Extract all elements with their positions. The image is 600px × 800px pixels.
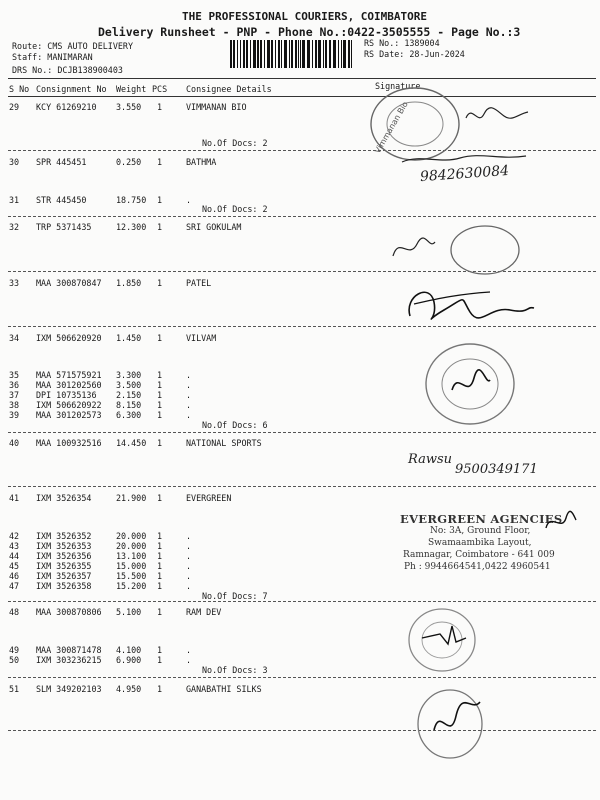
- docs-count: No.Of Docs: 3: [202, 665, 268, 675]
- route: Route: CMS AUTO DELIVERY: [12, 41, 134, 51]
- row-consignee: .: [186, 655, 192, 665]
- row-weight: 1.450: [116, 333, 142, 343]
- row-weight: 21.900: [116, 493, 147, 503]
- row-weight: 14.450: [116, 438, 147, 448]
- row-weight: 20.000: [116, 541, 147, 551]
- row-consignee: .: [186, 195, 192, 205]
- row-consignment: IXM 3526354: [36, 493, 92, 503]
- row-sno: 29: [9, 102, 20, 112]
- signature-stamp-32: [385, 220, 525, 276]
- row-pcs: 1: [157, 645, 163, 655]
- docs-count: No.Of Docs: 7: [202, 591, 268, 601]
- row-consignee: SRI GOKULAM: [186, 222, 242, 232]
- handwritten-phone-40: 9500349171: [455, 462, 538, 477]
- row-pcs: 1: [157, 541, 163, 551]
- signature-29: [462, 100, 532, 130]
- row-pcs: 1: [157, 684, 163, 694]
- row-sno: 36: [9, 380, 20, 390]
- row-consignment: MAA 571575921: [36, 370, 102, 380]
- barcode: [230, 40, 356, 70]
- row-consignment: IXM 3526357: [36, 571, 92, 581]
- evergreen-stamp-address-2: Swamaambika Layout,: [428, 538, 532, 548]
- row-consignee: EVERGREEN: [186, 493, 232, 503]
- docs-count: No.Of Docs: 6: [202, 420, 268, 430]
- row-divider: [8, 730, 596, 731]
- company-name: THE PROFESSIONAL COURIERS, COIMBATORE: [182, 10, 428, 23]
- row-consignee: NATIONAL SPORTS: [186, 438, 262, 448]
- row-pcs: 1: [157, 390, 163, 400]
- rs-date: RS Date: 28-Jun-2024: [364, 49, 465, 59]
- row-consignment: IXM 3526355: [36, 561, 92, 571]
- row-consignee: .: [186, 380, 192, 390]
- row-consignment: IXM 3526358: [36, 581, 92, 591]
- row-sno: 50: [9, 655, 20, 665]
- row-consignment: STR 445450: [36, 195, 87, 205]
- row-consignee: BATHMA: [186, 157, 217, 167]
- row-consignment: SPR 445451: [36, 157, 87, 167]
- row-consignee: .: [186, 541, 192, 551]
- row-pcs: 1: [157, 551, 163, 561]
- row-sno: 49: [9, 645, 20, 655]
- row-consignee: PATEL: [186, 278, 212, 288]
- rs-number: RS No.: 1389004: [364, 38, 440, 48]
- row-weight: 3.550: [116, 102, 142, 112]
- row-consignee: .: [186, 410, 192, 420]
- row-weight: 15.500: [116, 571, 147, 581]
- row-weight: 4.950: [116, 684, 142, 694]
- row-divider: [8, 601, 596, 602]
- row-weight: 13.100: [116, 551, 147, 561]
- header-rule-bottom: [8, 96, 596, 97]
- row-consignment: MAA 300871478: [36, 645, 102, 655]
- row-sno: 47: [9, 581, 20, 591]
- row-consignment: IXM 3526353: [36, 541, 92, 551]
- row-pcs: 1: [157, 438, 163, 448]
- handwritten-phone-30: 9842630084: [419, 162, 510, 186]
- docs-count: No.Of Docs: 2: [202, 138, 268, 148]
- row-consignment: TRP 5371435: [36, 222, 92, 232]
- row-pcs: 1: [157, 581, 163, 591]
- row-pcs: 1: [157, 157, 163, 167]
- row-sno: 35: [9, 370, 20, 380]
- row-consignee: .: [186, 400, 192, 410]
- row-consignee: .: [186, 645, 192, 655]
- row-weight: 0.250: [116, 157, 142, 167]
- row-weight: 8.150: [116, 400, 142, 410]
- handwritten-receiver-40: Rawsu: [408, 452, 453, 467]
- col-sno: S No: [9, 84, 30, 94]
- row-weight: 4.100: [116, 645, 142, 655]
- row-sno: 30: [9, 157, 20, 167]
- row-pcs: 1: [157, 655, 163, 665]
- row-consignee: .: [186, 370, 192, 380]
- row-pcs: 1: [157, 370, 163, 380]
- row-consignee: GANABATHI SILKS: [186, 684, 262, 694]
- col-consignment: Consignment No: [36, 84, 107, 94]
- row-pcs: 1: [157, 222, 163, 232]
- row-weight: 6.900: [116, 655, 142, 665]
- row-divider: [8, 216, 596, 217]
- row-sno: 51: [9, 684, 20, 694]
- drs-number: DRS No.: DCJB138900403: [12, 65, 123, 75]
- staff: Staff: MANIMARAN: [12, 52, 93, 62]
- header-rule-top: [8, 78, 596, 79]
- evergreen-stamp-name: EVERGREEN AGENCIES: [400, 512, 563, 526]
- row-pcs: 1: [157, 333, 163, 343]
- row-divider: [8, 677, 596, 678]
- row-pcs: 1: [157, 607, 163, 617]
- row-consignment: IXM 506620922: [36, 400, 102, 410]
- row-sno: 42: [9, 531, 20, 541]
- row-consignment: IXM 303236215: [36, 655, 102, 665]
- row-weight: 3.500: [116, 380, 142, 390]
- row-consignment: KCY 61269210: [36, 102, 97, 112]
- row-consignment: IXM 506620920: [36, 333, 102, 343]
- row-pcs: 1: [157, 571, 163, 581]
- row-weight: 15.200: [116, 581, 147, 591]
- row-weight: 1.850: [116, 278, 142, 288]
- row-consignment: IXM 3526352: [36, 531, 92, 541]
- row-weight: 2.150: [116, 390, 142, 400]
- row-sno: 31: [9, 195, 20, 205]
- row-consignee: .: [186, 581, 192, 591]
- row-consignment: MAA 301202560: [36, 380, 102, 390]
- row-divider: [8, 486, 596, 487]
- row-consignee: .: [186, 571, 192, 581]
- row-consignee: VIMMANAN BIO: [186, 102, 247, 112]
- row-pcs: 1: [157, 400, 163, 410]
- row-pcs: 1: [157, 380, 163, 390]
- svg-text:Vimmanan Bio: Vimmanan Bio: [372, 100, 410, 155]
- row-sno: 41: [9, 493, 20, 503]
- row-sno: 40: [9, 438, 20, 448]
- row-sno: 37: [9, 390, 20, 400]
- row-sno: 33: [9, 278, 20, 288]
- row-weight: 5.100: [116, 607, 142, 617]
- col-weight: Weight: [116, 84, 147, 94]
- row-consignee: .: [186, 390, 192, 400]
- row-consignee: .: [186, 551, 192, 561]
- col-consignee: Consignee Details: [186, 84, 272, 94]
- row-weight: 12.300: [116, 222, 147, 232]
- col-pcs: PCS: [152, 84, 168, 94]
- row-sno: 48: [9, 607, 20, 617]
- row-consignee: .: [186, 531, 192, 541]
- row-pcs: 1: [157, 195, 163, 205]
- row-sno: 38: [9, 400, 20, 410]
- evergreen-stamp-phone: Ph : 9944664541,0422 4960541: [404, 562, 551, 572]
- row-consignee: VILVAM: [186, 333, 217, 343]
- row-consignment: IXM 3526356: [36, 551, 92, 561]
- row-consignment: MAA 301202573: [36, 410, 102, 420]
- evergreen-stamp-address-1: No: 3A, Ground Floor,: [430, 526, 531, 536]
- row-pcs: 1: [157, 102, 163, 112]
- row-sno: 34: [9, 333, 20, 343]
- signature-33: [400, 276, 540, 328]
- row-consignee: RAM DEV: [186, 607, 222, 617]
- ganabathi-stamp: [414, 686, 494, 762]
- row-consignee: .: [186, 561, 192, 571]
- row-sno: 43: [9, 541, 20, 551]
- row-weight: 18.750: [116, 195, 147, 205]
- ramdev-stamp: [404, 604, 480, 674]
- row-sno: 45: [9, 561, 20, 571]
- row-weight: 20.000: [116, 531, 147, 541]
- row-sno: 46: [9, 571, 20, 581]
- row-consignment: SLM 349202103: [36, 684, 102, 694]
- runsheet-title: Delivery Runsheet - PNP - Phone No.:0422-3505555 - Page No.:3: [98, 25, 521, 39]
- row-consignment: MAA 300870806: [36, 607, 102, 617]
- row-pcs: 1: [157, 493, 163, 503]
- row-pcs: 1: [157, 410, 163, 420]
- docs-count: No.Of Docs: 2: [202, 204, 268, 214]
- row-consignment: DPI 10735136: [36, 390, 97, 400]
- row-consignment: MAA 300870847: [36, 278, 102, 288]
- row-pcs: 1: [157, 278, 163, 288]
- evergreen-stamp-address-3: Ramnagar, Coimbatore - 641 009: [403, 550, 555, 560]
- row-weight: 15.000: [116, 561, 147, 571]
- row-divider: [8, 432, 596, 433]
- row-sno: 32: [9, 222, 20, 232]
- vilvam-stamp: [420, 340, 520, 428]
- row-sno: 44: [9, 551, 20, 561]
- row-pcs: 1: [157, 561, 163, 571]
- row-pcs: 1: [157, 531, 163, 541]
- row-consignment: MAA 100932516: [36, 438, 102, 448]
- row-sno: 39: [9, 410, 20, 420]
- row-weight: 3.300: [116, 370, 142, 380]
- signature-41: [540, 506, 580, 536]
- row-weight: 6.300: [116, 410, 142, 420]
- col-signature: Signature: [375, 81, 421, 91]
